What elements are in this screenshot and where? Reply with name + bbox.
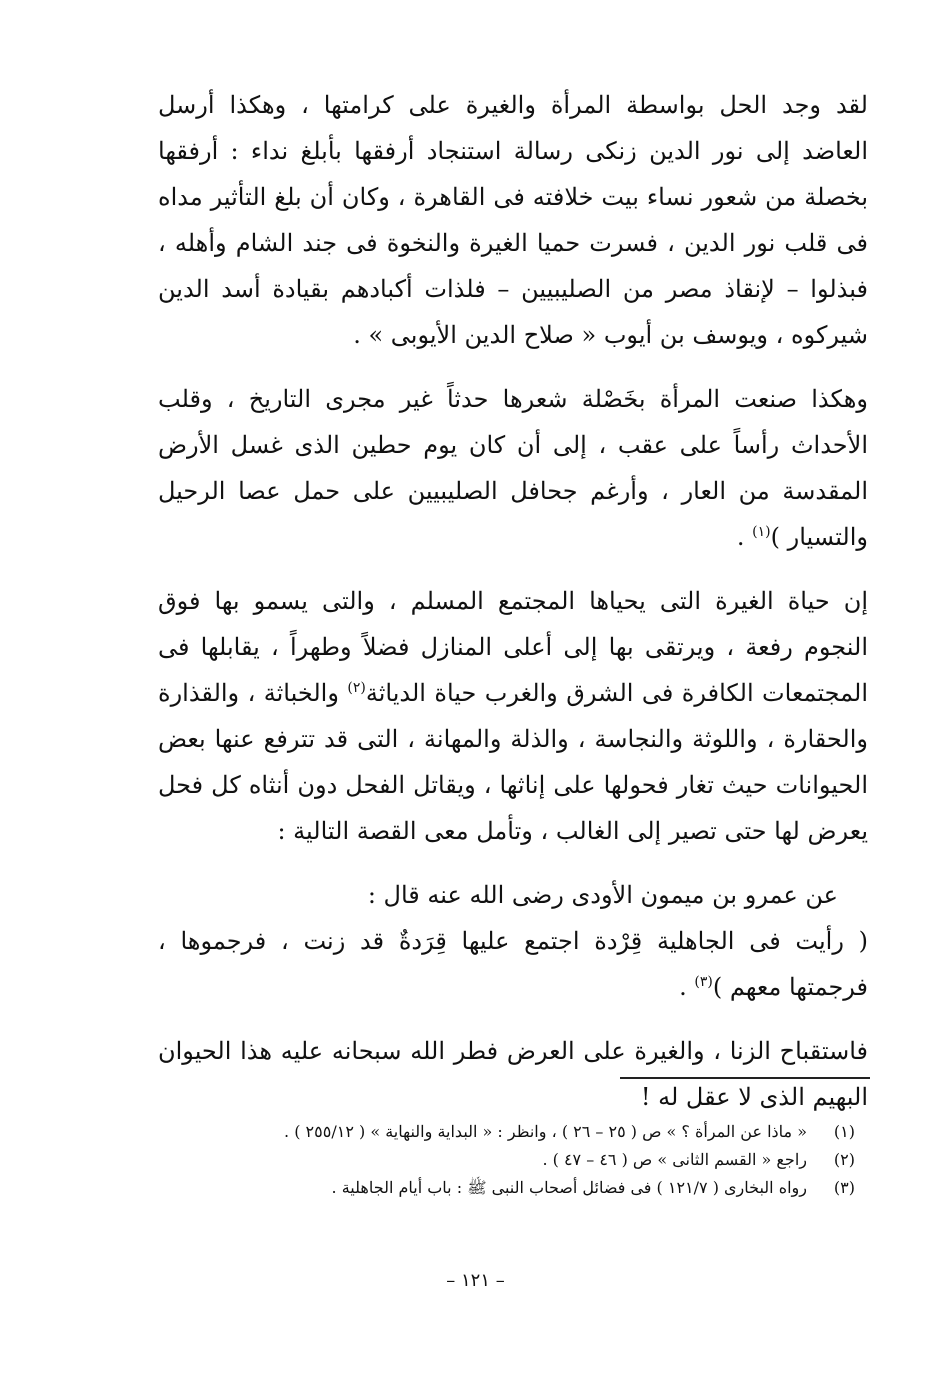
footnote-text: « ماذا عن المرأة ؟ » ص ( ٢٥ – ٢٦ ) ، وانظر : « البداية والنهاية » ( ٢٥٥/١٢ ) . bbox=[284, 1122, 807, 1141]
footnote-ref-3: (٣) bbox=[694, 974, 713, 990]
paragraph-3-text-a: إن حياة الغيرة التى يحياها المجتمع المسلم ، والتى يسمو بها فوق النجوم رفعة ، ويرتقى بها إلى أعلى المنازل فضلاً وطهراً ، يقابلها فى المجتمعات الكافرة فى الشرق والغرب حياة الدياثة bbox=[158, 587, 869, 707]
quote-body: ( رأيت فى الجاهلية قِرْدة اجتمع عليها قِرَدةٌ قد زنت ، فرجموها ، فرجمتها معهم ) bbox=[158, 927, 868, 1001]
quote-intro: عن عمرو بن ميمون الأودى رضى الله عنه قال : bbox=[367, 881, 838, 909]
footnote-ref-1: (١) bbox=[752, 524, 771, 540]
paragraph-3 bbox=[158, 578, 868, 854]
footnote-item bbox=[150, 1118, 855, 1146]
paragraph-4: فاستقباح الزنا ، والغيرة على العرض فطر الله سبحانه عليه هذا الحيوان البهيم الذى لا عقل له ! bbox=[158, 1037, 868, 1111]
footnote-divider bbox=[620, 1077, 870, 1079]
footnote-text: راجع « القسم الثانى » ص ( ٤٦ – ٤٧ ) . bbox=[542, 1150, 807, 1169]
footnote-ref-2: (٢) bbox=[347, 680, 366, 696]
main-text bbox=[158, 82, 868, 1138]
paragraph-2-end: . bbox=[736, 523, 753, 551]
paragraph-2 bbox=[158, 376, 868, 560]
paragraph-3-text-b: والخباثة ، والقذارة والحقارة ، واللوثة والنجاسة ، والذلة والمهانة ، التى قد تترفع عنها بعض الحيوانات حيث تغار فحولها على إناثها ، ويقاتل الفحل دون أنثاه كل فحل يعرض لها حتى تصير إلى الغالب ، وتأمل معى القصة التالية : bbox=[158, 679, 868, 845]
footnote-item bbox=[150, 1174, 855, 1202]
paragraph-1: لقد وجد الحل بواسطة المرأة والغيرة على كرامتها ، وهكذا أرسل العاضد إلى نور الدين زنكى رسالة استنجاد أرفقها بأبلغ نداء : أرفقها بخصلة من شعور نساء بيت خلافته فى القاهرة ، وكان أن بلغ التأثير مداه فى قلب نور الدين ، فسرت حميا الغيرة والنخوة فى جند الشام وأهله ، فبذلوا – لإنقاذ مصر من الصليبيين – فلذات أكبادهم بقيادة أسد الدين شيركوه ، ويوسف بن أيوب « صلاح الدين الأيوبى » . bbox=[158, 91, 868, 349]
quote-text bbox=[158, 918, 868, 1010]
footnote-number: (١) bbox=[833, 1122, 855, 1141]
footnotes-list bbox=[150, 1118, 855, 1202]
footnote-item bbox=[150, 1146, 855, 1174]
footnote-number: (٢) bbox=[833, 1150, 855, 1169]
footnote-text: رواه البخارى ( ١٢١/٧ ) فى فضائل أصحاب النبى ﷺ : باب أيام الجاهلية . bbox=[331, 1178, 807, 1197]
page-number: – ١٢١ – bbox=[446, 1270, 505, 1291]
paragraph-2-text: وهكذا صنعت المرأة بخَصْلة شعرها حدثاً غير مجرى التاريخ ، وقلب الأحداث رأساً على عقب ، إلى أن كان يوم حطين الذى غسل الأرض المقدسة من العار ، وأرغم جحافل الصليبيين على حمل عصا الرحيل والتسيار ) bbox=[158, 385, 868, 551]
quote-end: . bbox=[679, 973, 695, 1001]
footnote-number: (٣) bbox=[833, 1178, 855, 1197]
